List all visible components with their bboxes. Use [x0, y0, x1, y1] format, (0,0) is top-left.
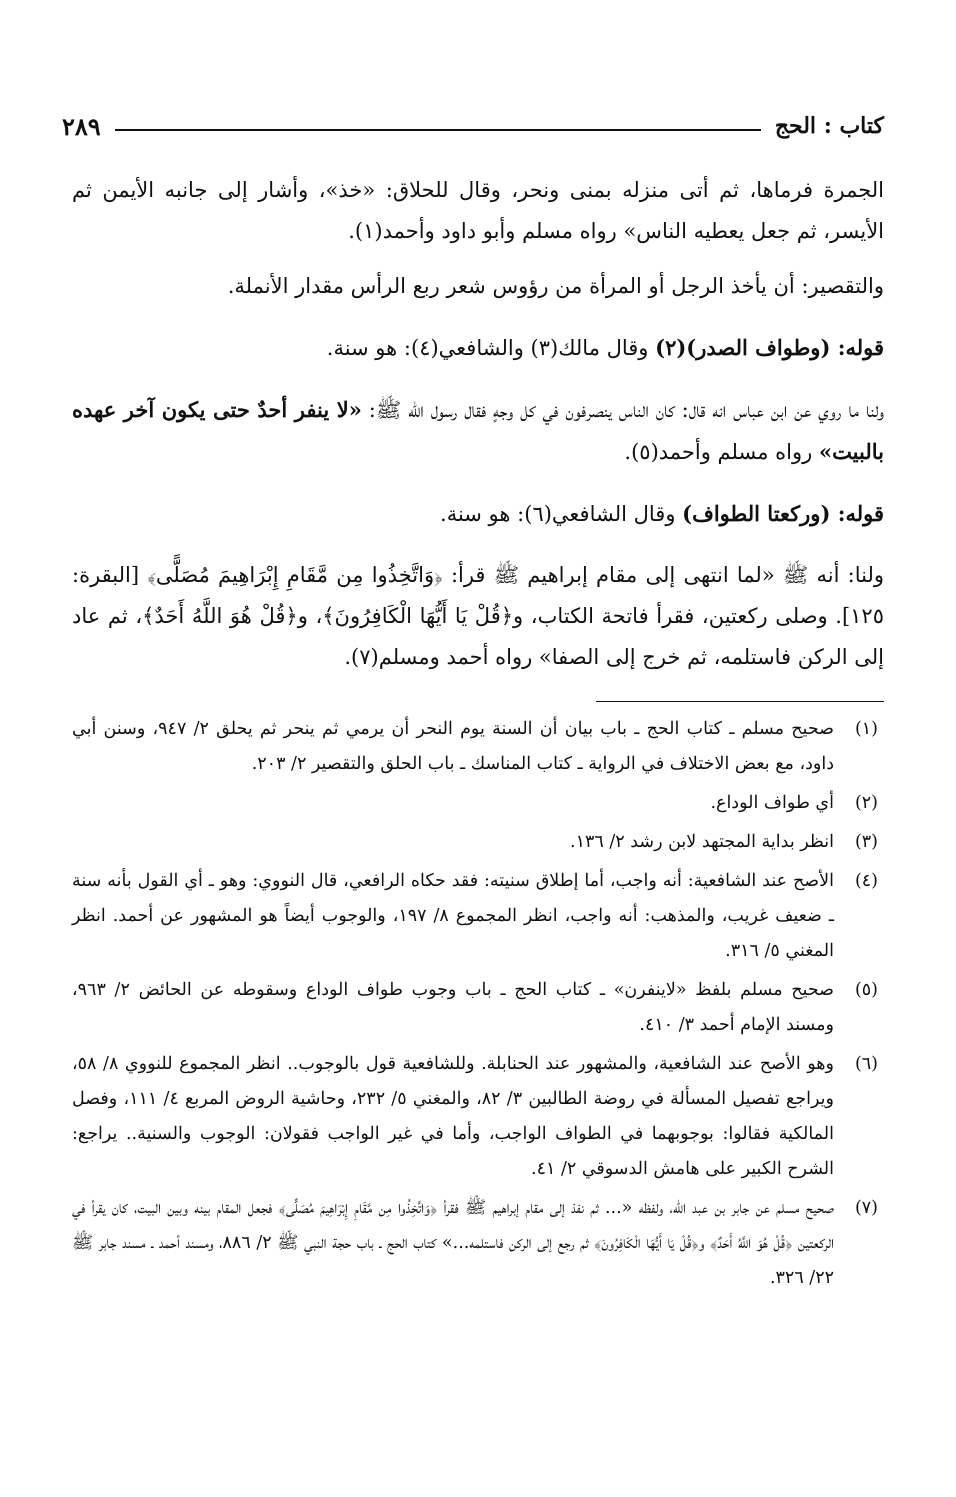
footnote-text: صحيح مسلم بلفظ «لاينفرن» ـ كتاب الحج ـ باب وجوب طواف الوداع وسقوطه عن الحائض ٢/ ٩٦٣، ومسند الإمام أحمد ٣/ ٤١٠.	[72, 980, 834, 1035]
main-text	[72, 170, 884, 698]
running-header	[62, 108, 884, 144]
footnote-text: أي طواف الوداع.	[710, 793, 834, 813]
heading-qawluhu-tawaf-sadr: قوله: (وطواف الصدر)(٢)	[655, 335, 884, 360]
paragraph-6: ولنا: أنه ﷺ «لما انتهى إلى مقام إبراهيم ﷺ قرأ: ﴿وَاتَّخِذُوا مِن مَّقَامِ إِبْرَاهِيمَ مُصَلًّى﴾ [البقرة: ١٢٥]. وصلى ركعتين، فقرأ فاتحة الكتاب، و﴿قُلْ يَا أَيُّهَا الْكَافِرُونَ﴾، و﴿قُلْ هُوَ اللَّهُ أَحَدٌ﴾، ثم عاد إلى الركن فاستلمه، ثم خرج إلى الصفا» رواه أحمد ومسلم(٧).	[72, 563, 884, 669]
footnote-number: (٧)	[854, 1198, 878, 1218]
footnote-item	[72, 973, 878, 1043]
footnote-number: (٢)	[854, 793, 878, 813]
footnote-text: انظر بداية المجتهد لابن رشد ٢/ ١٣٦.	[570, 832, 834, 852]
heading-qawluhu-rakata-tawaf: قوله: (وركعتا الطواف)	[682, 501, 884, 526]
footnote-text: صحيح مسلم ـ كتاب الحج ـ باب بيان أن السنة يوم النحر أن يرمي ثم ينحر ثم يحلق ٢/ ٩٤٧، وسنن أبي داود، مع بعض الاختلاف في الرواية ـ كتاب المناسك ـ باب الحلق والتقصير ٢/ ٢٠٣.	[72, 719, 834, 774]
footnote-item	[72, 1047, 878, 1187]
footnote-number: (٥)	[854, 980, 878, 1000]
footnote-item	[72, 864, 878, 969]
footnote-number: (٦)	[854, 1054, 878, 1074]
footnote-divider	[596, 701, 884, 702]
footnote-number: (٣)	[854, 832, 878, 852]
footnote-number: (٤)	[854, 871, 878, 891]
footnote-text: الأصح عند الشافعية: أنه واجب، أما إطلاق سنيته: فقد حكاه الرافعي، قال النووي: وهو ـ أي القول بأنه سنة ـ ضعيف غريب، والمذهب: أنه واجب، انظر المجموع ٨/ ١٩٧، والوجوب أيضاً هو المشهور عن أحمد. انظر المغني ٥/ ٣١٦.	[72, 871, 834, 961]
paragraph-3	[72, 327, 884, 369]
paragraph-2: والتقصير: أن يأخذ الرجل أو المرأة من رؤوس شعر ربع الرأس مقدار الأنملة.	[227, 274, 884, 298]
hadith-quote: «لا ينفر أحدٌ حتى يكون آخر عهده بالبيت»	[72, 397, 884, 464]
paragraph-4	[72, 389, 884, 473]
paragraph-1: الجمرة فرماها، ثم أتى منزله بمنى ونحر، وقال للحلاق: «خذ»، وأشار إلى جانبه الأيمن ثم الأيسر، ثم جعل يعطيه الناس» رواه مسلم وأبو داود وأحمد(١).	[72, 178, 884, 243]
chapter-title: كتاب : الحج	[774, 113, 884, 139]
footnote-item	[72, 712, 878, 782]
paragraph-4-intro: ولنا ما روي عن ابن عباس انه قال: كان الناس ينصرفون في كل وجهٍ فقال رسول الله ﷺ:	[361, 398, 885, 422]
footnote-number: (١)	[854, 719, 878, 739]
paragraph-3-rest: وقال مالك(٣) والشافعي(٤): هو سنة.	[326, 336, 656, 360]
paragraph-5	[72, 493, 884, 535]
footnote-text: صحيح مسلم عن جابر بن عبد الله، ولفظه «... ثم نفذ إلى مقام إبراهيم ﷺ فقرأ ﴿وَاتَّخِذُوا مِن مَّقَامِ إِبْرَاهِيمَ مُصَلًّى﴾ فجعل المقام بينه وبين البيت، كان يقرأ في الركعتين ﴿قُلْ هُوَ اللَّهُ أَحَدٌ﴾ و﴿قُلْ يَا أَيُّهَا الْكَافِرُونَ﴾ ثم رجع إلى الركن فاستلمه...» كتاب الحج ـ باب حجة النبي ﷺ ٢/ ٨٨٦، ومسند أحمد ـ مسند جابر ﷺ ٢٢/ ٣٢٦.	[72, 1198, 834, 1288]
paragraph-4-source: رواه مسلم وأحمد(٥).	[624, 440, 819, 464]
footnotes	[72, 712, 878, 1300]
footnote-item	[72, 825, 878, 860]
footnote-text: وهو الأصح عند الشافعية، والمشهور عند الحنابلة. وللشافعية قول بالوجوب.. انظر المجموع للنووي ٨/ ٥٨، ويراجع تفصيل المسألة في روضة الطالبين ٣/ ٨٢، والمغني ٥/ ٢٣٢، وحاشية الروض المربع ٤/ ١١١، وفصل المالكية فقالوا: بوجوبهما في الطواف الواجب، وأما في غير الواجب فقولان: الوجوب والسنية.. يراجع: الشرح الكبير على هامش الدسوقي ٢/ ٤١.	[72, 1054, 834, 1179]
footnote-item	[72, 1191, 878, 1296]
page-number: ٢٨٩	[62, 111, 101, 141]
header-rule	[115, 129, 761, 131]
paragraph-5-rest: وقال الشافعي(٦): هو سنة.	[440, 502, 683, 526]
footnote-item	[72, 786, 878, 821]
